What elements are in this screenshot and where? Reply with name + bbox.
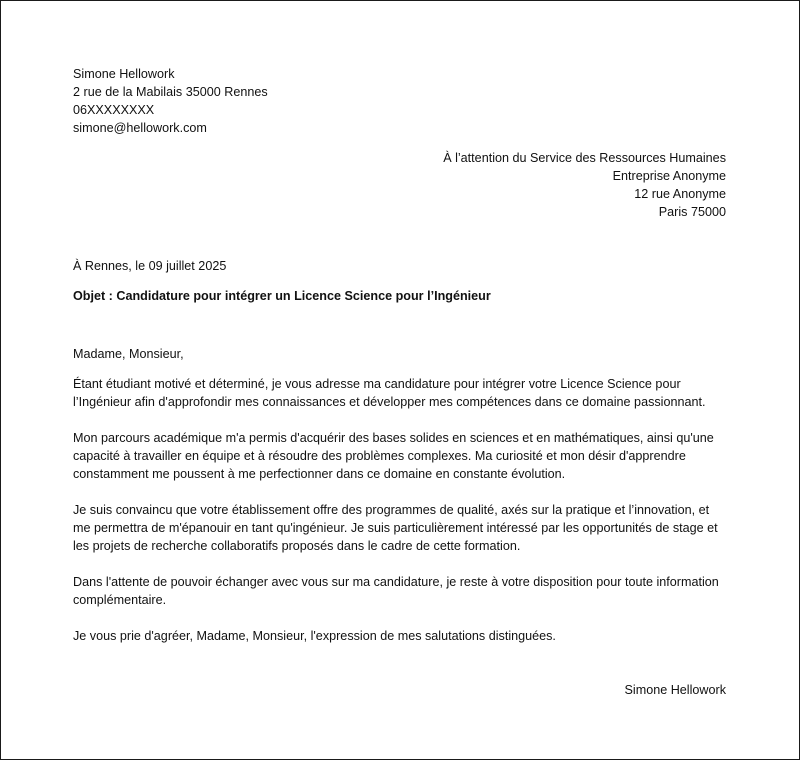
subject-text: Objet : Candidature pour intégrer un Licence Science pour l’Ingénieur [73, 289, 491, 303]
sender-name: Simone Hellowork [73, 67, 175, 81]
paragraph-intro [73, 375, 726, 411]
recipient-attention: À l’attention du Service des Ressources Humaines [443, 151, 726, 165]
paragraph-text: Je vous prie d'agréer, Madame, Monsieur, l'expression de mes salutations distinguées. [73, 629, 556, 643]
paragraph-text: Étant étudiant motivé et déterminé, je vous adresse ma candidature pour intégrer votre Licence Science pour l’Ingénieur afin d'approfondir mes connaissances et développer mes compétences dans ce domaine passionnant. [73, 377, 706, 409]
paragraph-text: Dans l'attente de pouvoir échanger avec vous sur ma candidature, je reste à votre disposition pour toute information complémentaire. [73, 575, 719, 607]
salutation [73, 345, 726, 363]
paragraph-availability [73, 573, 726, 609]
paragraph-closing [73, 627, 726, 645]
salutation-text: Madame, Monsieur, [73, 347, 184, 361]
date-text: À Rennes, le 09 juillet 2025 [73, 259, 227, 273]
recipient-company: Entreprise Anonyme [612, 169, 726, 183]
recipient-block [73, 149, 726, 221]
sender-block [73, 65, 726, 137]
signature-name: Simone Hellowork [624, 683, 726, 697]
paragraph-motivation [73, 501, 726, 555]
recipient-city: Paris 75000 [658, 205, 726, 219]
recipient-street: 12 rue Anonyme [634, 187, 726, 201]
signature-block [73, 681, 726, 699]
sender-address: 2 rue de la Mabilais 35000 Rennes [73, 85, 268, 99]
paragraph-text: Je suis convaincu que votre établissement offre des programmes de qualité, axés sur la pratique et l’innovation, et me permettra de m'épanouir en tant qu'ingénieur. Je suis particulièrement intéressé par les opportunités de stage et les projets de recherche collaboratifs proposés dans le cadre de cette formation. [73, 503, 718, 553]
paragraph-text: Mon parcours académique m'a permis d'acquérir des bases solides en sciences et en mathématiques, ainsi qu'une capacité à travailler en équipe et à résoudre des problèmes complexes. Ma curiosité et mon désir d'apprendre constamment me poussent à me perfectionner dans ce domaine en constante évolution. [73, 431, 714, 481]
sender-phone: 06XXXXXXXX [73, 103, 155, 117]
subject-line [73, 287, 726, 305]
paragraph-background [73, 429, 726, 483]
date-line [73, 257, 726, 275]
letter-content [73, 65, 726, 699]
sender-email: simone@hellowork.com [73, 121, 207, 135]
